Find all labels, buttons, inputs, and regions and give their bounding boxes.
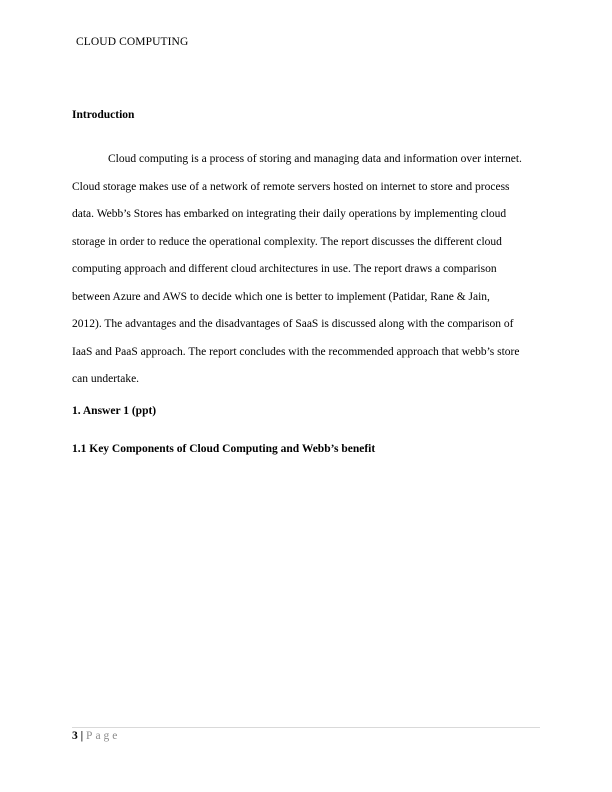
page-number: 3 xyxy=(72,730,78,742)
section-1-1-heading: 1.1 Key Components of Cloud Computing and Webb’s benefit xyxy=(72,443,376,455)
introduction-paragraph xyxy=(72,146,542,394)
introduction-heading: Introduction xyxy=(72,109,135,121)
running-header: CLOUD COMPUTING xyxy=(76,36,189,48)
paragraph-line: computing approach and different cloud architectures in use. The report draws a comparison xyxy=(72,263,497,275)
paragraph-line: Cloud storage makes use of a network of remote servers hosted on internet to store and process xyxy=(72,180,510,193)
paragraph-line: storage in order to reduce the operational complexity. The report discusses the different cloud xyxy=(72,235,502,248)
paragraph-line: between Azure and AWS to decide which one is better to implement (Patidar, Rane & Jain, xyxy=(72,290,490,303)
paragraph-line: data. Webb’s Stores has embarked on integrating their daily operations by implementing cloud xyxy=(72,208,507,220)
paragraph-line: IaaS and PaaS approach. The report concludes with the recommended approach that webb’s store xyxy=(72,345,520,358)
footer-separator: | xyxy=(80,730,84,742)
paragraph-line: Cloud computing is a process of storing and managing data and information over internet. xyxy=(108,153,522,165)
paragraph-line: can undertake. xyxy=(72,373,140,385)
page-label: Page xyxy=(86,730,121,742)
answer-1-heading: 1. Answer 1 (ppt) xyxy=(72,405,157,417)
footer-divider xyxy=(72,727,540,728)
page-footer xyxy=(72,730,120,742)
paragraph-line: 2012). The advantages and the disadvantages of SaaS is discussed along with the comparison of xyxy=(72,318,514,330)
